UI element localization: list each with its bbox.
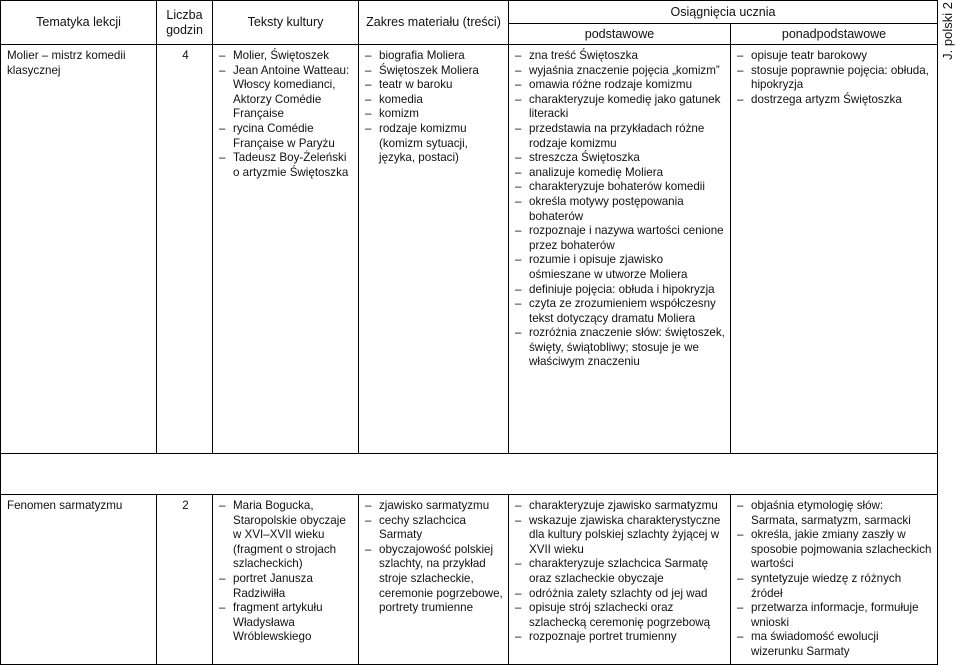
header-advanced: ponadpodstawowe xyxy=(731,24,938,45)
side-label xyxy=(940,2,958,72)
scope-list xyxy=(365,49,504,166)
row-texts xyxy=(213,45,359,454)
list-item: – fragment artykułu Władysława Wróblewskiego xyxy=(219,601,354,645)
texts-list xyxy=(219,49,354,180)
list-item: – charakteryzuje szlachcica Sarmatę oraz szlacheckie obyczaje xyxy=(515,557,726,586)
list-item: – obyczajowość polskiej szlachty, na przykład stroje szlacheckie, ceremonie pogrzebowe, portrety trumienne xyxy=(365,543,504,616)
basic-list xyxy=(515,49,726,370)
list-item: – cechy szlachcica Sarmaty xyxy=(365,514,504,543)
row-topic: Fenomen sarmatyzmu xyxy=(1,495,157,665)
list-item: – analizuje komedię Moliera xyxy=(515,166,726,181)
header-texts: Teksty kultury xyxy=(213,1,359,45)
header-hours: Liczba godzin xyxy=(157,1,213,45)
table-row xyxy=(1,495,938,665)
row-gap xyxy=(1,454,938,495)
advanced-list xyxy=(737,49,933,107)
header-basic: podstawowe xyxy=(509,24,731,45)
row-advanced xyxy=(731,495,938,665)
list-item: – wskazuje zjawiska charakterystyczne dla kultury polskiej szlachty żyjącej w XVII wieku xyxy=(515,514,726,558)
list-item: – rozróżnia znaczenie słów: świętoszek, święty, świątobliwy; stosuje je we właściwym znaczeniu xyxy=(515,326,726,370)
list-item: – portret Janusza Radziwiłła xyxy=(219,572,354,601)
list-item: – dostrzega artyzm Świętoszka xyxy=(737,93,933,108)
texts-list xyxy=(219,499,354,645)
scope-list xyxy=(365,499,504,616)
list-item: – rycina Comédie Française w Paryżu xyxy=(219,122,354,151)
list-item: – charakteryzuje zjawisko sarmatyzmu xyxy=(515,499,726,514)
list-item: – czyta ze zrozumieniem współczesny tekst dotyczący dramatu Moliera xyxy=(515,297,726,326)
list-item: – komedia xyxy=(365,93,504,108)
header-row-1 xyxy=(1,1,938,24)
row-hours: 2 xyxy=(157,495,213,665)
row-basic xyxy=(509,45,731,454)
list-item: – syntetyzuje wiedzę z różnych źródeł xyxy=(737,572,933,601)
list-item: – opisuje strój szlachecki oraz szlachecką ceremonię pogrzebową xyxy=(515,601,726,630)
list-item: – objaśnia etymologię słów: Sarmata, sarmatyzm, sarmacki xyxy=(737,499,933,528)
list-item: – komizm xyxy=(365,107,504,122)
list-item: – opisuje teatr barokowy xyxy=(737,49,933,64)
list-item: – Świętoszek Moliera xyxy=(365,64,504,79)
list-item: – definiuje pojęcia: obłuda i hipokryzja xyxy=(515,283,726,298)
header-scope: Zakres materiału (treści) xyxy=(359,1,509,45)
list-item: – Molier, Świętoszek xyxy=(219,49,354,64)
list-item: – charakteryzuje komedię jako gatunek literacki xyxy=(515,93,726,122)
list-item: – określa, jakie zmiany zaszły w sposobie pojmowania szlacheckich wartości xyxy=(737,528,933,572)
list-item: – odróżnia zalety szlachty od jej wad xyxy=(515,587,726,602)
list-item: – rozumie i opisuje zjawisko ośmieszane w utworze Moliera xyxy=(515,253,726,282)
list-item: – określa motywy postępowania bohaterów xyxy=(515,195,726,224)
list-item: – rozpoznaje portret trumienny xyxy=(515,630,726,645)
table-row xyxy=(1,45,938,454)
row-basic xyxy=(509,495,731,665)
list-item: – teatr w baroku xyxy=(365,78,504,93)
list-item: – omawia różne rodzaje komizmu xyxy=(515,78,726,93)
list-item: – stosuje poprawnie pojęcia: obłuda, hipokryzja xyxy=(737,64,933,93)
side-label-text: J. polski 2 xyxy=(940,2,955,60)
basic-list xyxy=(515,499,726,645)
row-scope xyxy=(359,45,509,454)
row-hours: 4 xyxy=(157,45,213,454)
list-item: – Tadeusz Boy-Żeleński o artyzmie Świętoszka xyxy=(219,151,354,180)
list-item: – zjawisko sarmatyzmu xyxy=(365,499,504,514)
list-item: – charakteryzuje bohaterów komedii xyxy=(515,180,726,195)
list-item: – Jean Antoine Watteau: Włoscy komedianci, Aktorzy Comédie Française xyxy=(219,64,354,122)
header-achievements: Osiągnięcia ucznia xyxy=(509,1,938,24)
list-item: – wyjaśnia znaczenie pojęcia „komizm” xyxy=(515,64,726,79)
list-item: – streszcza Świętoszka xyxy=(515,151,726,166)
row-scope xyxy=(359,495,509,665)
header-topic: Tematyka lekcji xyxy=(1,1,157,45)
list-item: – przetwarza informacje, formułuje wnioski xyxy=(737,601,933,630)
list-item: – rozpoznaje i nazywa wartości cenione przez bohaterów xyxy=(515,224,726,253)
row-advanced xyxy=(731,45,938,454)
list-item: – przedstawia na przykładach różne rodzaje komizmu xyxy=(515,122,726,151)
row-texts xyxy=(213,495,359,665)
list-item: – ma świadomość ewolucji wizerunku Sarmaty xyxy=(737,630,933,659)
list-item: – Maria Bogucka, Staropolskie obyczaje w XVI–XVII wieku (fragment o strojach szlacheckich) xyxy=(219,499,354,572)
advanced-list xyxy=(737,499,933,660)
gap-cell xyxy=(1,454,938,495)
list-item: – biografia Moliera xyxy=(365,49,504,64)
list-item: – rodzaje komizmu (komizm sytuacji, języka, postaci) xyxy=(365,122,504,166)
list-item: – zna treść Świętoszka xyxy=(515,49,726,64)
row-topic: Molier – mistrz komedii klasycznej xyxy=(1,45,157,454)
